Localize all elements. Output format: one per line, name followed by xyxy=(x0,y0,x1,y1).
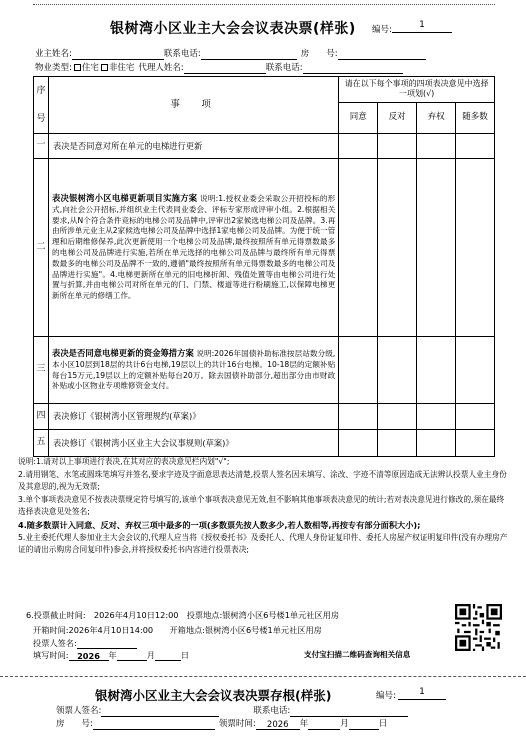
vote-option-agree: 同意 xyxy=(339,102,378,133)
fill-date-year[interactable]: 2026 xyxy=(69,651,109,661)
vote-cell-abstain[interactable] xyxy=(417,134,456,159)
fill-date-row xyxy=(33,650,189,661)
day-suffix: 日 xyxy=(180,650,190,660)
note-3: 3.单个事项表决意见不按表决票规定符号填写的,该单个事项表决意见无效,但不影响其他事项表决意见的统计;若对表决意见进行修改的,须在最终选择表决意见处签名; xyxy=(18,494,505,516)
ballot-table xyxy=(33,76,495,457)
note-1: 说明:1.请对以上事项进行表决,在其对应的表决意见栏内划"√"; xyxy=(18,457,230,466)
vote-option-abstain: 弃权 xyxy=(417,102,456,133)
row-number: 四 xyxy=(34,404,49,430)
vote-cell-majority[interactable] xyxy=(456,134,495,159)
vote-cell-agree[interactable] xyxy=(339,134,378,159)
stub-phone-field[interactable] xyxy=(290,707,408,717)
property-type-label: 物业类型: xyxy=(35,63,72,73)
stub-day-suffix: 日 xyxy=(378,719,388,729)
stub-month-suffix: 月 xyxy=(340,719,349,729)
owner-phone-field[interactable] xyxy=(201,50,297,60)
row-number: 五 xyxy=(34,430,49,457)
stub-receiver-field[interactable] xyxy=(101,707,219,717)
note-4: 4.随多数票计入同意、反对、弃权三项中最多的一项(多数票先按人数多少,若人数相等,再按专有部分面积大小); xyxy=(18,519,421,530)
owner-name-label: 业主姓名: xyxy=(35,49,72,59)
table-row xyxy=(34,337,495,404)
note-5: 5.业主委托代理人参加业主大会会议的,代理人应当将《授权委托书》及委托人、代理人身份证复印件、委托人房屋产权证明复印件(没有办理房产证的请出示购房合同复印件)参会,并将授权委托书内容进行投票表决; xyxy=(18,533,508,555)
col-item-header: 事 项 xyxy=(48,77,338,134)
stub-year-suffix: 年 xyxy=(299,719,309,729)
proxy-name-field[interactable] xyxy=(184,64,266,74)
stub-date-day[interactable] xyxy=(349,720,379,730)
signer-row xyxy=(33,638,137,649)
stub-title: 银树湾小区业主大会会议表决票存根(样张) xyxy=(95,688,332,703)
room-label: 房 号: xyxy=(300,49,338,59)
vote-option-oppose: 反对 xyxy=(378,102,417,133)
residential-option: 住宅 xyxy=(81,63,99,73)
row-item-text: 表决是否同意对所在单元的电梯进行更新 xyxy=(48,134,338,159)
row-item-heading: 表决是否同意电梯更新的资金筹措方案 xyxy=(51,347,194,358)
stub-phone-label: 联系电话: xyxy=(253,706,291,716)
alipay-hint: 支付宝扫描二维码查询相关信息 xyxy=(304,650,411,659)
stub-number-value: 1 xyxy=(398,687,446,700)
stub-room-label: 房 号: xyxy=(56,719,93,729)
vote-option-majority: 随多数 xyxy=(456,102,495,133)
proxy-phone-field[interactable] xyxy=(303,64,403,74)
proxy-phone-label: 联系电话: xyxy=(265,63,303,73)
vote-cell-oppose[interactable] xyxy=(378,159,417,337)
vote-cell-agree[interactable] xyxy=(339,337,378,404)
vote-cell-oppose[interactable] xyxy=(378,337,417,404)
ballot-notes xyxy=(18,456,508,557)
owner-name-field[interactable] xyxy=(72,50,164,60)
fill-date-day[interactable] xyxy=(155,651,181,661)
vote-cell-majority[interactable] xyxy=(456,430,495,457)
vote-cell-agree[interactable] xyxy=(339,404,378,430)
proxy-name-label: 代理人姓名: xyxy=(138,63,184,73)
table-row xyxy=(34,159,495,337)
vote-cell-abstain[interactable] xyxy=(417,430,456,457)
row-item-text xyxy=(48,337,338,404)
top-divider xyxy=(33,4,495,5)
vote-cell-majority[interactable] xyxy=(456,404,495,430)
nonresidential-checkbox[interactable] xyxy=(101,64,108,71)
room-field[interactable] xyxy=(338,50,426,60)
ballot-title: 银树湾小区业主大会会议表决票(样张) xyxy=(110,21,356,37)
row-number: 二 xyxy=(34,159,49,337)
stub-number-label: 编号: xyxy=(376,691,396,701)
vote-cell-majority[interactable] xyxy=(456,159,495,337)
qr-code-icon xyxy=(455,604,502,651)
box-opening: 开箱时间:2026年4月10日14:00 开箱地点:银树湾小区6号楼1单元社区用房 xyxy=(33,625,322,635)
number-label: 编号: xyxy=(372,25,392,35)
vote-cell-oppose[interactable] xyxy=(378,404,417,430)
stub-date-year[interactable]: 2026 xyxy=(256,720,300,730)
owner-info-row-2 xyxy=(35,63,403,74)
stub-date-month[interactable] xyxy=(308,720,340,730)
vote-deadline: 6.投票截止时间: 2026年4月10日12:00 投票地点:银树湾小区6号楼1单元社区用房 xyxy=(26,610,340,620)
stub-room-field[interactable] xyxy=(93,720,215,730)
stub-row-2 xyxy=(56,719,387,730)
row-item-text xyxy=(48,159,338,337)
fill-date-month[interactable] xyxy=(117,651,147,661)
col-no-header: 序 号 xyxy=(34,77,49,134)
row-number: 一 xyxy=(34,134,49,159)
vote-cell-oppose[interactable] xyxy=(378,134,417,159)
row-item-text: 表决修订《银树湾小区管理规约(草案)》 xyxy=(48,404,338,430)
stub-receiver-label: 领票人签名: xyxy=(56,706,102,716)
vote-cell-abstain[interactable] xyxy=(417,337,456,404)
vote-cell-agree[interactable] xyxy=(339,430,378,457)
year-suffix: 年 xyxy=(108,650,117,660)
vote-cell-abstain[interactable] xyxy=(417,159,456,337)
row-item-heading: 表决银树湾小区电梯更新项目实施方案 xyxy=(51,193,198,204)
vote-cell-abstain[interactable] xyxy=(417,404,456,430)
vote-cell-majority[interactable] xyxy=(456,337,495,404)
cut-line xyxy=(0,676,526,677)
month-suffix: 月 xyxy=(146,650,155,660)
row-item-text: 表决修订《银树湾小区业主大会议事规则(草案)》 xyxy=(48,430,338,457)
nonresidential-option: 非住宅 xyxy=(108,63,135,73)
residential-checkbox[interactable] xyxy=(74,64,81,71)
row-item-body: 说明:1.授权业委会采取公开招投标的形式,向社会公开招标,并组织业主代表同业委会、评标专家形成评审小组。2.根据相关要求,从N个符合条件竞标的电梯公司及品牌中,评审出2家候选电梯公司及品牌。3.再由所涉单元业主从2家候选电梯公司及品牌中选择1家电梯公司及品牌。为便于统一管理和后期维修保养,此次更新使用一个电梯公司及品牌,最终按照所有单元得票数最多的电梯公司及品牌进行实施,若所在单元选择的电梯公司及品牌与最终所有单元得票数最多的电梯公司及品牌不一致的,遵循"最终按照所有单元得票数最多的电梯公司及品牌进行实施"。4.电梯更新所在单元的旧电梯折卸、残值处置等由电梯公司进行处置与折算,并由电梯公司对所在单元的门、门禁、楼道等进行粉刷施工,以保障电梯更新所在单元的修缮工作。 xyxy=(51,194,336,301)
table-row xyxy=(34,430,495,457)
signer-label: 投票人签名: xyxy=(33,638,77,648)
vote-cell-oppose[interactable] xyxy=(378,430,417,457)
note-2: 2.请用钢笔、水笔或圆珠笔填写并签名,要求字迹及字面意思表达清楚,投票人签名因未填写、涂改、字迹不清等原因造成无法辨认投票人业主身份及其意思的,视为无效票; xyxy=(18,469,507,491)
row-item-body: 说明:2026年国债补助标准按层站数分级,本小区10层到18层的共计6台电梯,19层以上的共计16台电梯。10-18层的定额补贴每台15万元,19层以上的定额补贴每台20万。除去国债补助部分,超出部分由市财政补贴或小区物业专项维修资金支付。 xyxy=(51,348,336,391)
table-row xyxy=(34,404,495,430)
signer-field[interactable] xyxy=(77,639,137,649)
table-header-row-1 xyxy=(34,77,495,103)
number-value: 1 xyxy=(392,20,452,33)
table-row xyxy=(34,134,495,159)
row-number: 三 xyxy=(34,337,49,404)
owner-info-row-1 xyxy=(35,49,426,60)
fill-date-label: 填写时间: xyxy=(33,650,69,660)
vote-cell-agree[interactable] xyxy=(339,159,378,337)
stub-date-label: 领票时间: xyxy=(218,719,256,729)
owner-phone-label: 联系电话: xyxy=(163,49,201,59)
stub-row-1 xyxy=(56,706,408,717)
vote-instruction: 请在以下每个事项的四项表决意见中选择一项划(√) xyxy=(339,77,495,103)
